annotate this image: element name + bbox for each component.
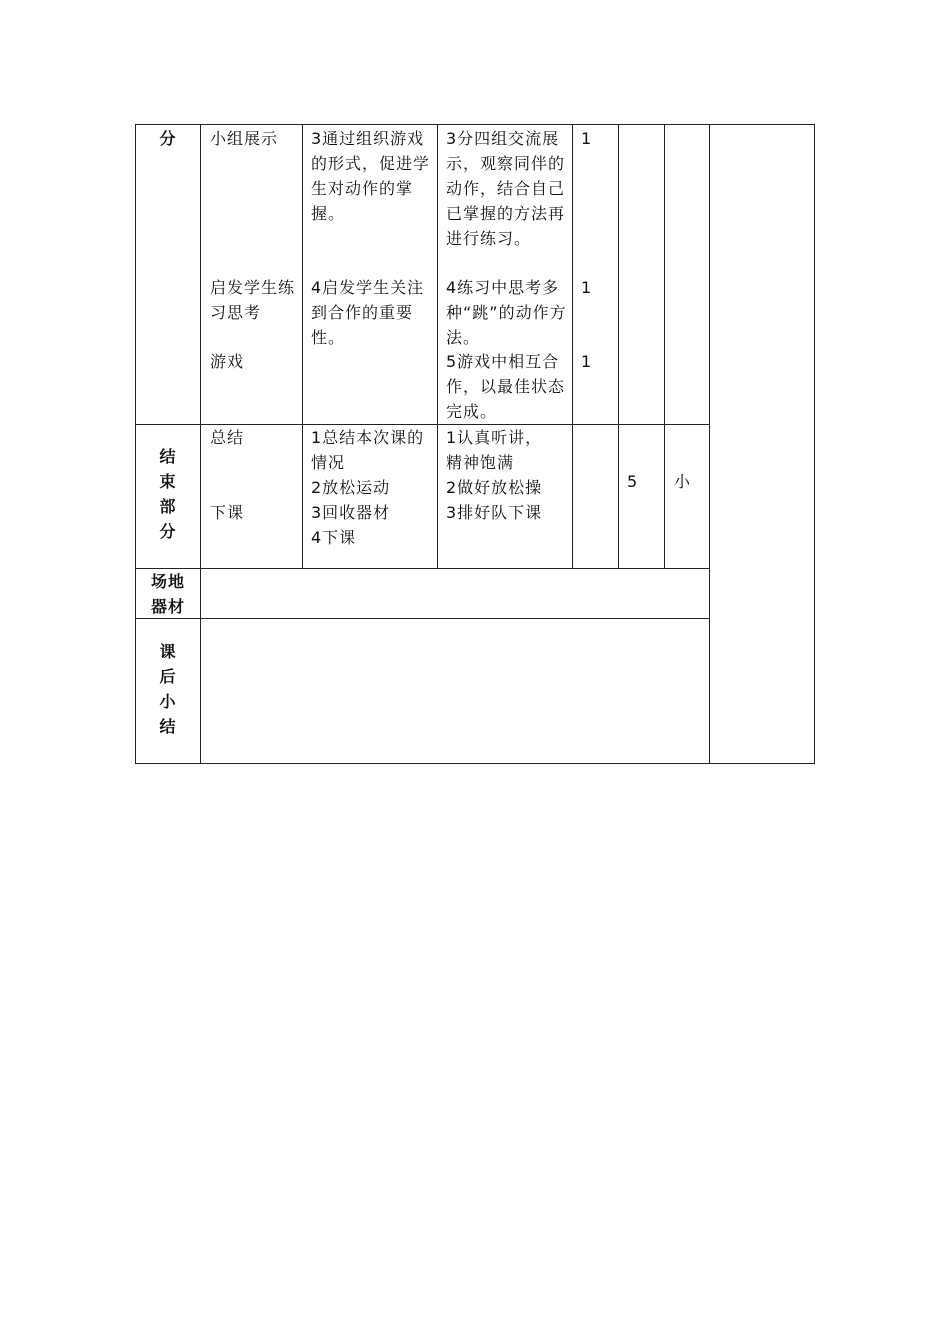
content-cell: 小组展示 bbox=[210, 129, 279, 148]
student-activity-cell: 3分四组交流展示，观察同伴的动作，结合自己已掌握的方法再进行练习。 bbox=[446, 129, 566, 248]
column-divider bbox=[572, 124, 573, 568]
table-border-top bbox=[135, 124, 815, 125]
content-cell: 总结 bbox=[210, 428, 245, 447]
column-divider bbox=[302, 124, 303, 568]
content-cell: 游戏 bbox=[210, 352, 245, 371]
student-activity-cell: 4练习中思考多种“跳”的动作方法。 bbox=[446, 278, 567, 347]
student-activity-cell: 5游戏中相互合作，以最佳状态完成。 bbox=[446, 352, 566, 421]
section-label: 结 束 部 分 bbox=[159, 447, 177, 541]
column-divider bbox=[709, 124, 710, 764]
content-cell: 启发学生练习思考 bbox=[210, 278, 296, 322]
content-cell: 下课 bbox=[210, 503, 245, 522]
summary-label: 课 后 小 结 bbox=[159, 642, 177, 736]
teacher-activity-cell: 3通过组织游戏的形式，促进学生对动作的掌握。 bbox=[311, 129, 431, 223]
teacher-activity-cell: 1总结本次课的情况 2放松运动 3回收器材 4下课 bbox=[311, 428, 425, 547]
intensity-cell: 小 bbox=[674, 472, 692, 491]
row-divider bbox=[135, 618, 710, 619]
venue-label: 场地 器材 bbox=[150, 572, 185, 616]
student-activity-cell: 1认真听讲， 精神饱满 2做好放松操 3排好队下课 bbox=[446, 428, 543, 522]
column-divider bbox=[437, 124, 438, 568]
section-label: 分 bbox=[159, 129, 177, 148]
column-divider bbox=[664, 124, 665, 568]
table-border-right bbox=[814, 124, 815, 764]
teacher-activity-cell: 4启发学生关注到合作的重要性。 bbox=[311, 278, 425, 347]
time-cell: 5 bbox=[627, 472, 639, 491]
count-cell: 1 bbox=[581, 352, 593, 371]
column-divider bbox=[200, 124, 201, 764]
row-divider bbox=[135, 568, 710, 569]
table-border-bottom bbox=[135, 763, 815, 764]
count-cell: 1 bbox=[581, 278, 593, 297]
column-divider bbox=[618, 124, 619, 568]
count-cell: 1 bbox=[581, 129, 593, 148]
